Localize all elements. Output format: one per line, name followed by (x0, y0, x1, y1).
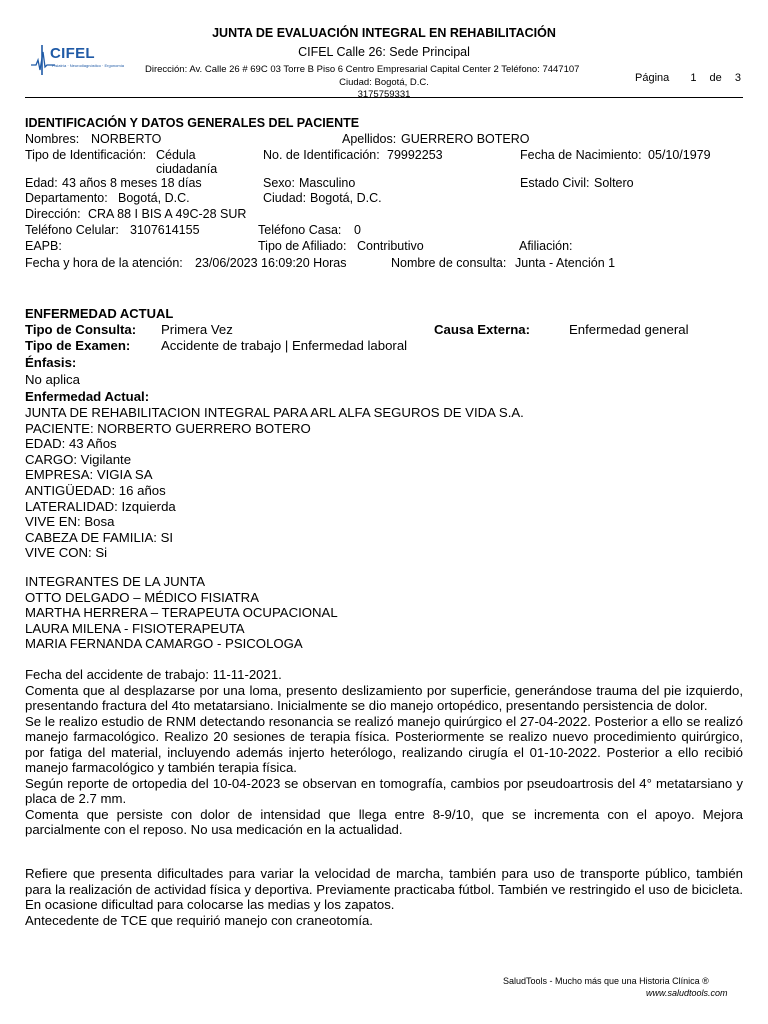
history-paragraph: Comenta que persiste con dolor de intensidad que llega entre 8-9/10, que se incrementa con el apoyo. Mejora parcialmente con el reposo. No usa medicación en la actualidad. (25, 806, 743, 837)
enfermedad-section-title: ENFERMEDAD ACTUAL (25, 306, 174, 321)
sexo-label: Sexo: (263, 176, 295, 190)
page-label: Página (635, 72, 670, 84)
document-subtitle: CIFEL Calle 26: Sede Principal (298, 45, 470, 59)
causa-externa-value: Enfermedad general (569, 322, 689, 337)
nombres-label: Nombres: (25, 132, 80, 146)
fecha-atencion-label: Fecha y hora de la atención: (25, 256, 183, 270)
board-member-line: OTTO DELGADO – MÉDICO FISIATRA (25, 589, 259, 605)
board-member-line: LAURA MILENA - FISIOTERAPEUTA (25, 620, 245, 636)
limitations-paragraph: Antecedente de TCE que requirió manejo con craneotomía. (25, 912, 373, 928)
clinical-history-block (25, 667, 743, 838)
sexo-value: Masculino (299, 176, 356, 190)
history-paragraph: Según reporte de ortopedia del 10-04-2023 se observan en tomografía, cambios por pseudoartrosis del 4° metatarsiano y placa de 2.7 mm. (25, 775, 743, 806)
fecha-nac-value: 05/10/1979 (648, 148, 711, 162)
celular-label: Teléfono Celular: (25, 223, 119, 237)
patient-summary-block (25, 405, 743, 561)
enfasis-value: No aplica (25, 372, 80, 387)
eapb-label: EAPB: (25, 239, 62, 253)
tel-casa-label: Teléfono Casa: (258, 223, 342, 237)
edad-label: Edad: (25, 176, 58, 190)
history-paragraph: Comenta que al desplazarse por una loma, presento deslizamiento por superficie, generándose trauma del pie izquierdo, presentando fractura del 4to metatarsiano. Inicialmente se dio manejo ortopédico, presentando persistencia de dolor. (25, 682, 743, 713)
causa-externa-label: Causa Externa: (434, 322, 531, 337)
history-paragraph: Se le realizo estudio de RNM detectando resonancia se realizó manejo quirúrgico el 27-04-2022. Posterior a ello se realizó manejo farmacológico. Realizo 20 sesiones de terapia física. Posteriormente se realizo nuevo procedimiento quirúrgico, por fatiga del material, incluyendo además injerto heterólogo, realizando cirugía el 01-10-2022. Posterior a ello recibió manejo farmacológico y también terapia física. (25, 713, 743, 775)
tipo-id-label: Tipo de Identificación: (25, 148, 147, 162)
patient-section-title: IDENTIFICACIÓN Y DATOS GENERALES DEL PACIENTE (25, 116, 360, 130)
ciudad-value: Bogotá, D.C. (310, 191, 382, 205)
departamento-label: Departamento: (25, 191, 108, 205)
fecha-nac-label: Fecha de Nacimiento: (520, 148, 642, 162)
board-member-line: MARTHA HERRERA – TERAPEUTA OCUPACIONAL (25, 605, 338, 621)
summary-line: PACIENTE: NORBERTO GUERRERO BOTERO (25, 420, 311, 436)
clinic-address: Dirección: Av. Calle 26 # 69C 03 Torre B Piso 6 Centro Empresarial Capital Center 2 Teléfono: 7447107 (145, 64, 580, 75)
num-id-value: 79992253 (387, 148, 443, 162)
functional-limitations-block (25, 866, 743, 928)
summary-line: JUNTA DE REHABILITACION INTEGRAL PARA ARL ALFA SEGUROS DE VIDA S.A. (25, 405, 524, 420)
direccion-label: Dirección: (25, 207, 81, 221)
page-current: 1 (690, 72, 697, 84)
board-member-line: MARIA FERNANDA CAMARGO - PSICOLOGA (25, 636, 303, 652)
summary-line: VIVE CON: Si (25, 545, 108, 561)
page-of: de (709, 72, 722, 84)
summary-line: EMPRESA: VIGIA SA (25, 467, 153, 483)
board-members-block (25, 574, 743, 652)
tipo-consulta-label: Tipo de Consulta: (25, 322, 137, 337)
consulta-label: Nombre de consulta: (391, 256, 507, 270)
departamento-value: Bogotá, D.C. (118, 191, 190, 205)
tipo-afiliado-value: Contributivo (357, 239, 424, 253)
estado-civil-value: Soltero (594, 176, 634, 190)
num-id-label: No. de Identificación: (263, 148, 380, 162)
tipo-afiliado-label: Tipo de Afiliado: (258, 239, 347, 253)
nombres-value: NORBERTO (91, 132, 162, 146)
logo-tagline: Fisiatría · Neurodiagnóstico · Ergonomía (52, 63, 125, 68)
tipo-examen-label: Tipo de Examen: (25, 338, 131, 353)
board-member-line: INTEGRANTES DE LA JUNTA (25, 574, 206, 589)
tipo-id-value: Cédula (156, 148, 196, 162)
tipo-examen-value: Accidente de trabajo | Enfermedad laboral (161, 338, 408, 353)
summary-line: LATERALIDAD: Izquierda (25, 498, 176, 514)
summary-line: CARGO: Vigilante (25, 451, 132, 467)
direccion-value: CRA 88 I BIS A 49C-28 SUR (88, 207, 247, 221)
document-title: JUNTA DE EVALUACIÓN INTEGRAL EN REHABILITACIÓN (212, 26, 556, 40)
clinic-phone: 3175759331 (357, 89, 411, 100)
summary-line: ANTIGÜEDAD: 16 años (25, 482, 166, 498)
history-paragraph: Fecha del accidente de trabajo: 11-11-2021. (25, 667, 282, 682)
enfasis-label: Énfasis: (25, 355, 77, 370)
header-divider (25, 97, 743, 98)
estado-civil-label: Estado Civil: (520, 176, 590, 190)
apellidos-label: Apellidos: (342, 132, 397, 146)
logo-text: CIFEL (50, 45, 95, 62)
edad-value: 43 años 8 meses 18 días (62, 176, 202, 190)
celular-value: 3107614155 (130, 223, 200, 237)
limitations-paragraph: Refiere que presenta dificultades para variar la velocidad de marcha, también para uso de transporte público, también para la realización de actividad física y deportiva. Previamente practicaba fútbol. También ve restringido el uso de bicicleta. En ocasione dificultad para colocarse las medias y los zapatos. (25, 866, 743, 912)
fecha-atencion-value: 23/06/2023 16:09:20 Horas (195, 256, 347, 270)
summary-line: CABEZA DE FAMILIA: SI (25, 529, 174, 545)
page-total: 3 (734, 72, 741, 84)
clinic-city: Ciudad: Bogotá, D.C. (339, 77, 429, 88)
page-indicator (635, 72, 741, 84)
tel-casa-value: 0 (354, 223, 361, 237)
summary-line: EDAD: 43 Años (25, 436, 117, 452)
ciudad-label: Ciudad: (263, 191, 307, 205)
consulta-value: Junta - Atención 1 (515, 256, 616, 270)
footer-tagline: SaludTools - Mucho más que una Historia Clínica ® (503, 976, 709, 986)
apellidos-value: GUERRERO BOTERO (401, 132, 530, 146)
tipo-consulta-value: Primera Vez (161, 322, 233, 337)
afiliacion-label: Afiliación: (519, 239, 573, 253)
enfermedad-actual-label: Enfermedad Actual: (25, 389, 150, 404)
summary-line: VIVE EN: Bosa (25, 514, 115, 530)
tipo-id-value-2: ciudadanía (156, 162, 218, 176)
footer-url[interactable]: www.saludtools.com (646, 988, 728, 998)
